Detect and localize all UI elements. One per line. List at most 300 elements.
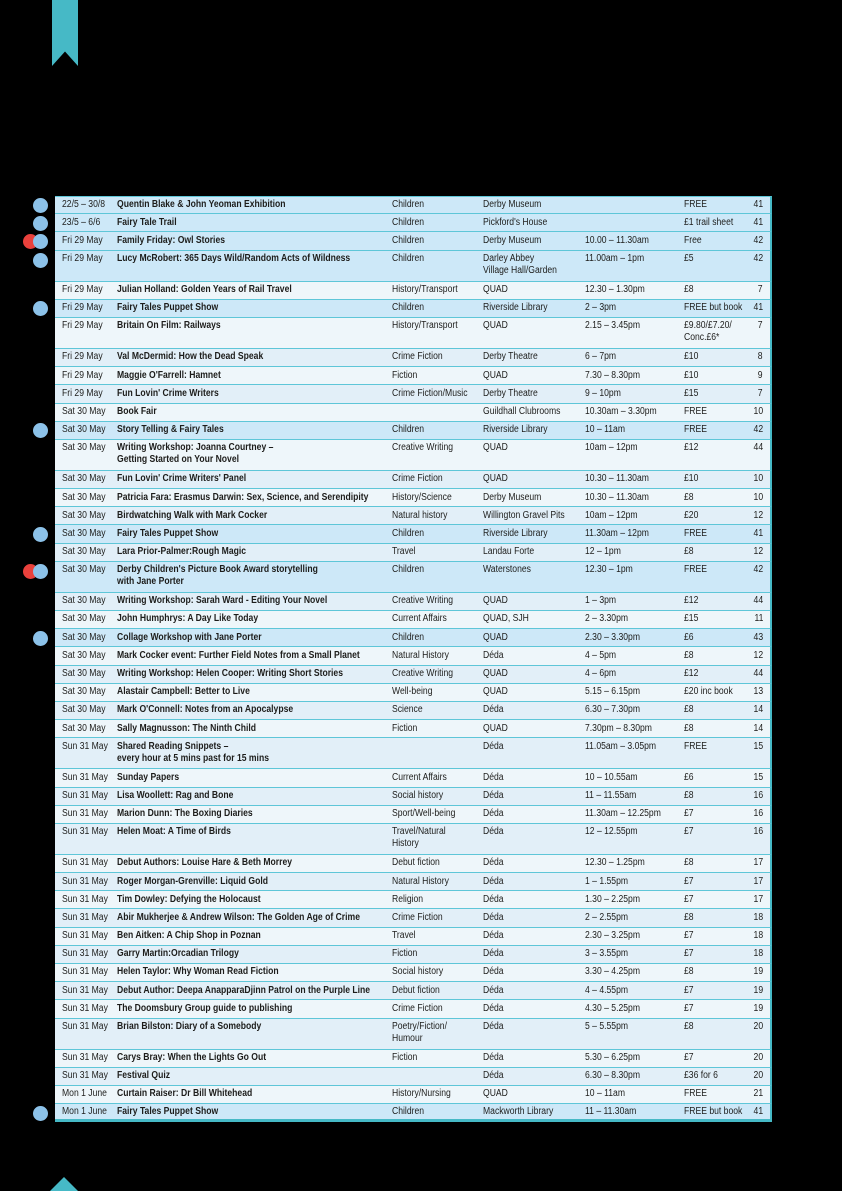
cell-venue-text: Village Hall/Garden [483, 265, 557, 277]
cell-event-title [117, 788, 392, 805]
cell-time [585, 367, 684, 384]
cell-time [585, 471, 684, 488]
cell-category-text: Humour [392, 1033, 423, 1045]
family-event-dot-icon [33, 564, 48, 579]
cell-category [392, 666, 483, 683]
cell-page-number [748, 647, 770, 664]
cell-venue-text: QUAD [483, 722, 508, 734]
cell-time-text: 2 – 3pm [585, 302, 617, 314]
cell-event-title [117, 404, 392, 421]
cell-venue [483, 525, 585, 542]
row-body [55, 1050, 772, 1068]
row-body [55, 702, 772, 720]
cell-page-number-text: 7 [758, 320, 763, 332]
cell-time [585, 873, 684, 890]
table-row [28, 647, 772, 665]
cell-price-text: FREE [684, 527, 707, 539]
cell-page-number-text: 44 [753, 595, 763, 607]
row-body [55, 593, 772, 611]
cell-category-text: Travel [392, 546, 416, 558]
cell-page-number [748, 873, 770, 890]
cell-category-text: Current Affairs [392, 613, 447, 625]
cell-date [55, 855, 117, 872]
row-dot-cell [28, 629, 55, 647]
cell-date [55, 806, 117, 823]
cell-date [55, 349, 117, 366]
cell-venue [483, 873, 585, 890]
cell-category [392, 385, 483, 402]
cell-page-number [748, 1019, 770, 1049]
cell-time [585, 232, 684, 249]
cell-event-title-text: Fairy Tales Puppet Show [117, 527, 219, 539]
cell-price [684, 928, 748, 945]
cell-venue [483, 720, 585, 737]
cell-category-text: Fiction [392, 722, 418, 734]
cell-event-title-text: Lucy McRobert: 365 Days Wild/Random Acts of Wildness [117, 252, 351, 264]
row-dot-cell [28, 928, 55, 946]
cell-category [392, 1019, 483, 1049]
table-row [28, 769, 772, 787]
cell-event-title-text: with Jane Porter [117, 576, 184, 588]
cell-category [392, 909, 483, 926]
cell-venue-text: Déda [483, 1002, 504, 1014]
cell-venue [483, 611, 585, 628]
cell-event-title-text: Patricia Fara: Erasmus Darwin: Sex, Science, and Serendipity [117, 491, 369, 503]
cell-date-text: Sun 31 May [62, 930, 108, 942]
row-dot-cell [28, 1104, 55, 1122]
cell-venue-text: QUAD [483, 320, 508, 332]
cell-venue [483, 1068, 585, 1085]
cell-page-number-text: 42 [753, 234, 763, 246]
cell-page-number [748, 214, 770, 231]
cell-page-number [748, 1068, 770, 1085]
cell-time [585, 964, 684, 981]
cell-category-text: History/Transport [392, 284, 458, 295]
row-body [55, 525, 772, 543]
cell-time-text: 2.30 – 3.30pm [585, 631, 640, 643]
cell-time [585, 1000, 684, 1017]
cell-event-title-text: Writing Workshop: Helen Cooper: Writing Short Stories [117, 668, 344, 679]
table-row [28, 611, 772, 629]
cell-date [55, 422, 117, 439]
cell-event-title-text: Alastair Campbell: Better to Live [117, 686, 250, 698]
cell-price-text: FREE [684, 740, 707, 752]
cell-price-text: £10 [684, 473, 699, 485]
cell-time [585, 684, 684, 701]
cell-category [392, 855, 483, 872]
cell-time-text: 1 – 3pm [585, 595, 617, 607]
cell-event-title-text: every hour at 5 mins past for 15 mins [117, 752, 269, 764]
row-body [55, 684, 772, 702]
cell-date-text: Sun 31 May [62, 948, 108, 960]
cell-date-text: Sun 31 May [62, 893, 108, 905]
row-dot-cell [28, 1000, 55, 1018]
cell-category-text: Travel/Natural [392, 826, 446, 838]
cell-venue-text: QUAD [483, 686, 508, 698]
cell-time [585, 404, 684, 421]
row-dot-cell [28, 489, 55, 507]
cell-venue-text: Willington Gravel Pits [483, 509, 565, 521]
cell-page-number-text: 18 [753, 948, 763, 960]
cell-category [392, 593, 483, 610]
cell-venue-text: Déda [483, 740, 504, 752]
cell-venue [483, 684, 585, 701]
cell-date [55, 1000, 117, 1017]
cell-date [55, 769, 117, 786]
cell-time-text: 6 – 7pm [585, 351, 617, 363]
row-dot-cell [28, 367, 55, 385]
cell-category-text: Crime Fiction/Music [392, 387, 468, 399]
cell-price-text: £10 [684, 369, 699, 381]
row-body [55, 788, 772, 806]
row-body [55, 738, 772, 769]
cell-page-number [748, 611, 770, 628]
cell-time-text: 6.30 – 8.30pm [585, 1070, 640, 1082]
cell-time [585, 855, 684, 872]
cell-event-title [117, 982, 392, 999]
cell-category-text: Children [392, 564, 425, 575]
cell-date [55, 684, 117, 701]
cell-event-title-text: Abir Mukherjee & Andrew Wilson: The Golden Age of Crime [117, 911, 360, 923]
cell-category-text: Social history [392, 966, 444, 978]
cell-event-title [117, 1019, 392, 1049]
cell-date-text: Sun 31 May [62, 875, 108, 887]
cell-page-number-text: 16 [753, 826, 763, 838]
cell-date-text: Sat 30 May [62, 686, 106, 698]
cell-page-number [748, 349, 770, 366]
cell-page-number-text: 7 [758, 387, 763, 399]
cell-page-number [748, 440, 770, 470]
cell-date-text: Sat 30 May [62, 704, 106, 716]
cell-time-text: 12.30 – 1.25pm [585, 857, 645, 869]
table-row [28, 282, 772, 300]
cell-category [392, 806, 483, 823]
cell-date-text: Fri 29 May [62, 351, 103, 363]
cell-price-text: £7 [684, 948, 694, 960]
cell-page-number-text: 42 [753, 564, 763, 575]
cell-event-title-text: Carys Bray: When the Lights Go Out [117, 1052, 267, 1063]
cell-event-title [117, 251, 392, 281]
cell-category [392, 1068, 483, 1085]
cell-venue [483, 318, 585, 348]
table-row [28, 507, 772, 525]
cell-venue [483, 349, 585, 366]
cell-category [392, 251, 483, 281]
cell-time [585, 720, 684, 737]
cell-price-text: £12 [684, 668, 699, 679]
cell-date-text: 22/5 – 30/8 [62, 198, 106, 210]
cell-time-text: 7.30 – 8.30pm [585, 369, 640, 381]
cell-event-title [117, 1104, 392, 1119]
row-dot-cell [28, 611, 55, 629]
cell-page-number-text: 10 [753, 405, 763, 417]
cell-date [55, 385, 117, 402]
cell-category-text: Creative Writing [392, 595, 454, 607]
table-row [28, 251, 772, 282]
cell-venue [483, 909, 585, 926]
cell-date-text: Sat 30 May [62, 564, 106, 575]
cell-date [55, 525, 117, 542]
cell-category [392, 946, 483, 963]
cell-event-title-text: Writing Workshop: Joanna Courtney – [117, 442, 274, 454]
cell-time-text: 12 – 1pm [585, 546, 621, 558]
cell-time-text: 4.30 – 5.25pm [585, 1002, 640, 1014]
cell-date [55, 197, 117, 213]
cell-page-number [748, 367, 770, 384]
cell-venue-text: Déda [483, 948, 504, 960]
cell-date [55, 232, 117, 249]
cell-venue [483, 232, 585, 249]
family-event-dot-icon [33, 198, 48, 213]
cell-event-title-text: The Doomsbury Group guide to publishing [117, 1002, 293, 1014]
table-row [28, 214, 772, 232]
cell-page-number-text: 44 [753, 668, 763, 679]
cell-date-text: Fri 29 May [62, 320, 103, 332]
cell-venue [483, 928, 585, 945]
cell-event-title [117, 525, 392, 542]
cell-event-title [117, 1086, 392, 1103]
cell-category [392, 471, 483, 488]
cell-event-title-text: Book Fair [117, 405, 157, 417]
cell-page-number [748, 684, 770, 701]
cell-date-text: Fri 29 May [62, 369, 103, 381]
cell-time [585, 1104, 684, 1119]
cell-page-number [748, 282, 770, 299]
cell-event-title-text: Quentin Blake & John Yeoman Exhibition [117, 198, 286, 210]
cell-venue-text: Mackworth Library [483, 1105, 554, 1117]
cell-price [684, 720, 748, 737]
cell-event-title [117, 684, 392, 701]
cell-time-text: 10.00 – 11.30am [585, 234, 649, 246]
cell-page-number [748, 385, 770, 402]
cell-price [684, 1000, 748, 1017]
cell-page-number-text: 7 [758, 284, 763, 295]
cell-page-number [748, 318, 770, 348]
table-row [28, 806, 772, 824]
cell-event-title [117, 946, 392, 963]
cell-date-text: Sat 30 May [62, 491, 106, 503]
cell-venue [483, 507, 585, 524]
cell-price [684, 629, 748, 646]
table-row [28, 349, 772, 367]
cell-page-number [748, 300, 770, 317]
cell-category-text: Debut fiction [392, 857, 440, 869]
cell-time [585, 1086, 684, 1103]
cell-time-text: 10am – 12pm [585, 442, 638, 454]
cell-category [392, 349, 483, 366]
cell-price-text: £20 inc book [684, 686, 733, 698]
cell-time-text: 1 – 1.55pm [585, 875, 629, 887]
table-row [28, 300, 772, 318]
cell-category [392, 300, 483, 317]
cell-date-text: Sun 31 May [62, 771, 108, 783]
cell-time [585, 525, 684, 542]
cell-price-text: FREE [684, 424, 707, 436]
cell-date [55, 824, 117, 854]
cell-time-text: 10am – 12pm [585, 509, 638, 521]
cell-date-text: Sun 31 May [62, 740, 108, 752]
cell-category [392, 873, 483, 890]
cell-time [585, 197, 684, 213]
cell-price [684, 367, 748, 384]
cell-category-text: Debut fiction [392, 984, 440, 996]
table-row [28, 629, 772, 647]
cell-event-title [117, 214, 392, 231]
cell-event-title-text: Fun Lovin' Crime Writers' Panel [117, 473, 247, 485]
cell-page-number-text: 17 [753, 893, 763, 905]
cell-page-number [748, 788, 770, 805]
table-row [28, 702, 772, 720]
cell-time-text: 3.30 – 4.25pm [585, 966, 640, 978]
cell-venue-text: Déda [483, 771, 504, 783]
cell-date-text: Sat 30 May [62, 613, 106, 625]
cell-date [55, 702, 117, 719]
cell-page-number [748, 909, 770, 926]
cell-page-number-text: 14 [753, 704, 763, 716]
row-body [55, 562, 772, 593]
table-row [28, 404, 772, 422]
cell-date-text: Sun 31 May [62, 984, 108, 996]
cell-date [55, 251, 117, 281]
cell-event-title-text: Mark O'Connell: Notes from an Apocalypse [117, 704, 294, 716]
cell-time [585, 806, 684, 823]
cell-event-title [117, 367, 392, 384]
cell-price [684, 666, 748, 683]
cell-venue-text: QUAD [483, 631, 508, 643]
row-dot-cell [28, 788, 55, 806]
cell-time-text: 7.30pm – 8.30pm [585, 722, 652, 734]
cell-venue-text: Déda [483, 911, 504, 923]
cell-category-text: Children [392, 198, 425, 210]
family-event-dot-icon [33, 631, 48, 646]
cell-price [684, 214, 748, 231]
cell-page-number-text: 19 [753, 1002, 763, 1014]
cell-venue-text: QUAD [483, 369, 508, 381]
cell-time-text: 10 – 10.55am [585, 771, 638, 783]
row-dot-cell [28, 440, 55, 471]
cell-category-text: Sport/Well-being [392, 808, 456, 820]
row-dot-cell [28, 1068, 55, 1086]
cell-event-title-text: Shared Reading Snippets – [117, 740, 229, 752]
cell-page-number-text: 12 [753, 546, 763, 558]
cell-time-text: 10.30 – 11.30am [585, 491, 649, 503]
cell-date-text: Sun 31 May [62, 1020, 108, 1032]
row-body [55, 300, 772, 318]
cell-venue [483, 769, 585, 786]
cell-date-text: Fri 29 May [62, 252, 103, 264]
row-dot-cell [28, 666, 55, 684]
cell-venue [483, 1086, 585, 1103]
cell-time [585, 349, 684, 366]
cell-time [585, 251, 684, 281]
cell-category [392, 525, 483, 542]
table-row [28, 593, 772, 611]
cell-price [684, 232, 748, 249]
row-body [55, 666, 772, 684]
cell-event-title-text: Fairy Tale Trail [117, 216, 177, 228]
cell-page-number-text: 12 [753, 649, 763, 661]
cell-venue-text: Riverside Library [483, 424, 548, 436]
cell-category [392, 1050, 483, 1067]
cell-date [55, 873, 117, 890]
table-row [28, 684, 772, 702]
cell-event-title [117, 544, 392, 561]
cell-category [392, 1104, 483, 1119]
family-event-dot-icon [33, 216, 48, 231]
cell-price [684, 702, 748, 719]
cell-price [684, 251, 748, 281]
row-body [55, 891, 772, 909]
cell-time-text: 11.30am – 12pm [585, 527, 649, 539]
cell-page-number-text: 13 [753, 686, 763, 698]
cell-page-number [748, 891, 770, 908]
row-body [55, 1019, 772, 1050]
cell-time [585, 422, 684, 439]
cell-date [55, 544, 117, 561]
cell-page-number [748, 251, 770, 281]
cell-venue [483, 1050, 585, 1067]
cell-price-text: £8 [684, 491, 694, 503]
row-body [55, 196, 772, 214]
cell-date [55, 440, 117, 470]
page-turn-arrow-icon [50, 1177, 78, 1191]
cell-event-title [117, 197, 392, 213]
cell-price-text: £12 [684, 595, 699, 607]
row-body [55, 471, 772, 489]
cell-category-text: Well-being [392, 686, 433, 698]
row-body [55, 507, 772, 525]
cell-time-text: 2 – 3.30pm [585, 613, 629, 625]
cell-event-title [117, 738, 392, 768]
cell-price [684, 946, 748, 963]
cell-price [684, 197, 748, 213]
cell-event-title-text: Tim Dowley: Defying the Holocaust [117, 893, 261, 905]
cell-page-number [748, 1104, 770, 1119]
cell-date-text: Sat 30 May [62, 473, 106, 485]
cell-time-text: 4 – 5pm [585, 649, 617, 661]
cell-date-text: Mon 1 June [62, 1105, 107, 1117]
cell-page-number-text: 41 [753, 527, 763, 539]
cell-date-text: Sun 31 May [62, 1052, 108, 1063]
cell-price-text: £7 [684, 1052, 694, 1063]
row-dot-cell [28, 214, 55, 232]
row-dot-cell [28, 385, 55, 403]
cell-date [55, 720, 117, 737]
cell-page-number [748, 738, 770, 768]
row-body [55, 422, 772, 440]
cell-price [684, 544, 748, 561]
cell-price [684, 440, 748, 470]
cell-time [585, 385, 684, 402]
cell-event-title [117, 1000, 392, 1017]
row-dot-cell [28, 232, 55, 250]
cell-price-text: £10 [684, 351, 699, 363]
row-dot-cell [28, 562, 55, 593]
cell-page-number [748, 489, 770, 506]
cell-price-text: FREE but book [684, 1105, 743, 1117]
cell-page-number-text: 10 [753, 491, 763, 503]
cell-venue [483, 214, 585, 231]
cell-date [55, 738, 117, 768]
cell-time [585, 629, 684, 646]
table-row [28, 422, 772, 440]
cell-venue-text: QUAD [483, 284, 508, 295]
cell-event-title [117, 824, 392, 854]
row-dot-cell [28, 525, 55, 543]
cell-page-number-text: 41 [753, 302, 763, 314]
cell-price [684, 1068, 748, 1085]
cell-category [392, 788, 483, 805]
